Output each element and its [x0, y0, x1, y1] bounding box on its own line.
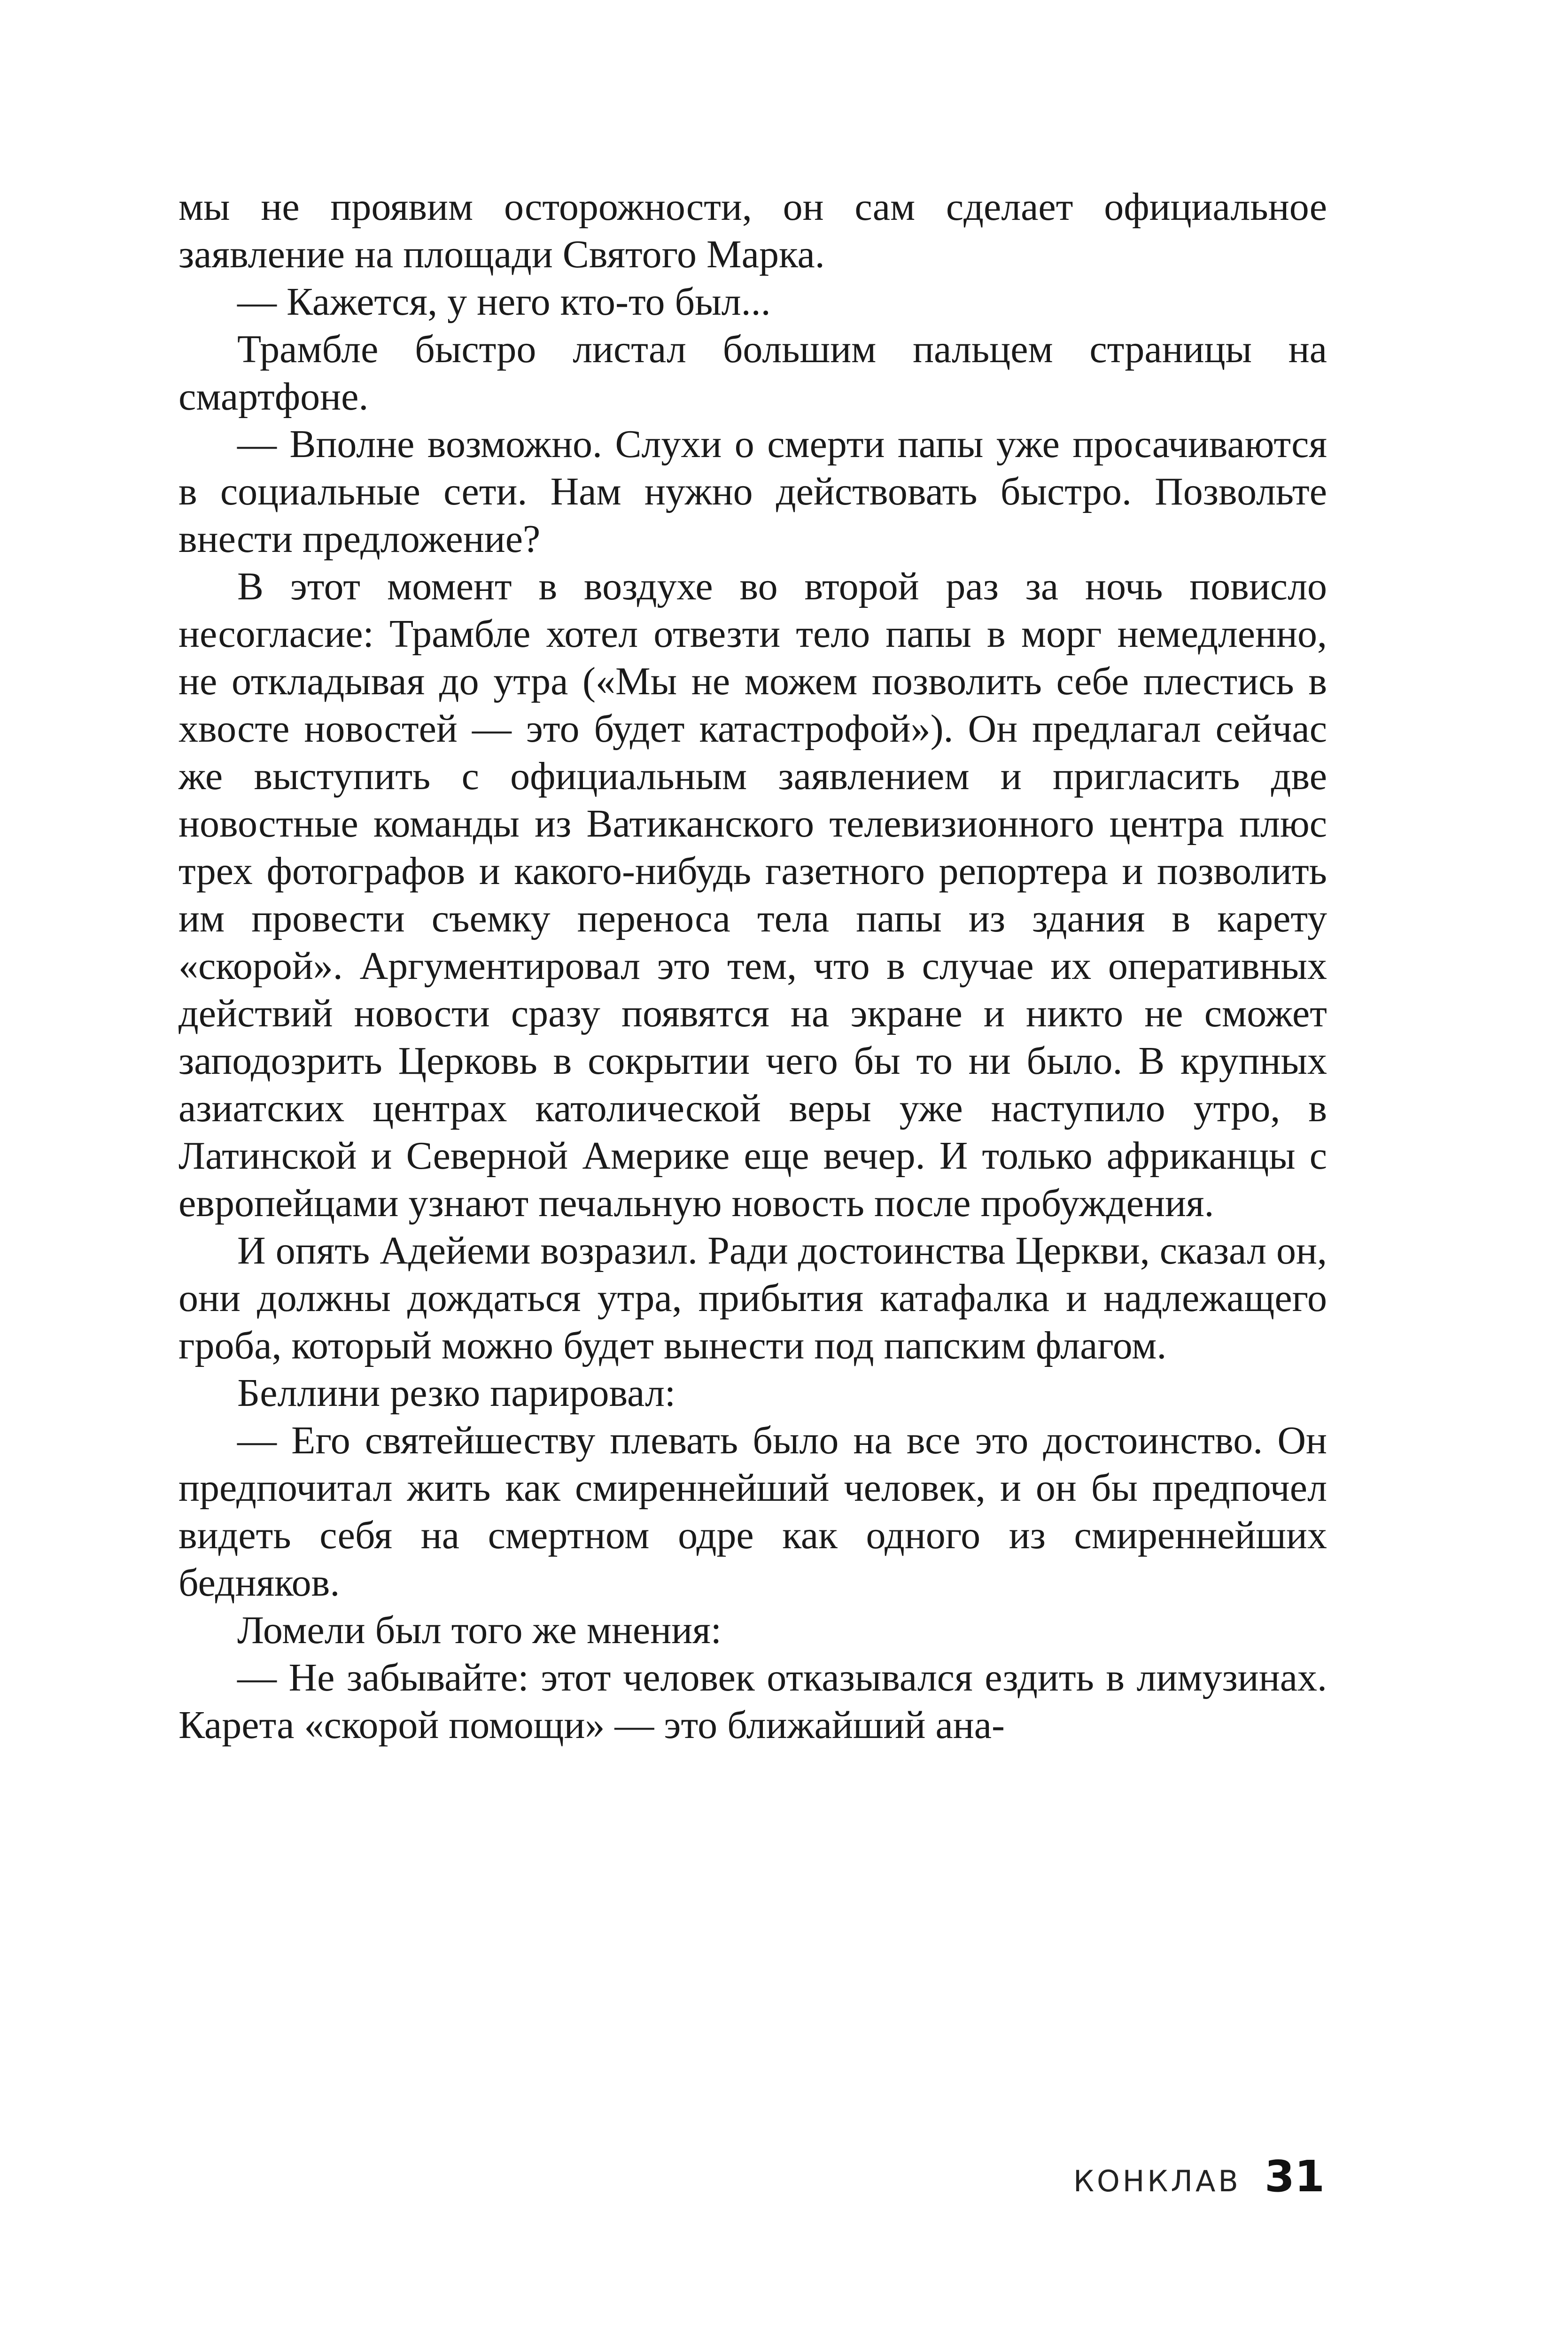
body-text: [179, 183, 1327, 1749]
page-number: 31: [1264, 2151, 1325, 2202]
paragraph-5: В этот момент в воздухе во второй раз за ночь повисло несогласие: Трамбле хотел отвезти тело папы в морг немедленно, не откладывая до утра («Мы не можем позволить себе плестись в хвосте новостей — это будет катастрофой»). Он предлагал сейчас же выступить с официальным заявлением и пригласить две новостные команды из Ватиканского телевизионного центра плюс трех фотографов и какого-нибудь газетного репортера и позволить им провести съемку переноса тела папы из здания в карету «скорой». Аргументировал это тем, что в случае их оперативных действий новости сразу появятся на экране и никто не сможет заподозрить Церковь в сокрытии чего бы то ни было. В крупных азиатских центрах католической веры уже наступило утро, в Латинской и Северной Америке еще вечер. И только африканцы с европейцами узнают печальную новость после пробуждения.: [179, 565, 1327, 1225]
paragraph-6: И опять Адейеми возразил. Ради достоинства Церкви, сказал он, они должны дождаться утра, прибытия катафалка и надлежащего гроба, который можно будет вынести под папским флагом.: [179, 1229, 1327, 1367]
paragraph-2: — Кажется, у него кто-то был...: [237, 280, 771, 324]
paragraph-8: — Его святейшеству плевать было на все это достоинство. Он предпочитал жить как смиреннейший человек, и он бы предпочел видеть себя на смертном одре как одного из смиреннейших бедняков.: [179, 1419, 1327, 1605]
paragraph-10: — Не забывайте: этот человек отказывался ездить в лимузинах. Карета «скорой помощи» — это ближайший ана-: [179, 1656, 1327, 1747]
running-title: КОНКЛАВ: [1073, 2164, 1241, 2198]
paragraph-7: Беллини резко парировал:: [237, 1371, 676, 1415]
page-footer: [1033, 2151, 1325, 2203]
paragraph-3: Трамбле быстро листал большим пальцем страницы на смартфоне.: [179, 327, 1327, 419]
paragraph-1: мы не проявим осторожности, он сам сделает официальное заявление на площади Святого Марка.: [179, 185, 1327, 276]
paragraph-4: — Вполне возможно. Слухи о смерти папы уже просачиваются в социальные сети. Нам нужно действовать быстро. Позвольте внести предложение?: [179, 422, 1327, 561]
paragraph-9: Ломели был того же мнения:: [237, 1608, 722, 1652]
